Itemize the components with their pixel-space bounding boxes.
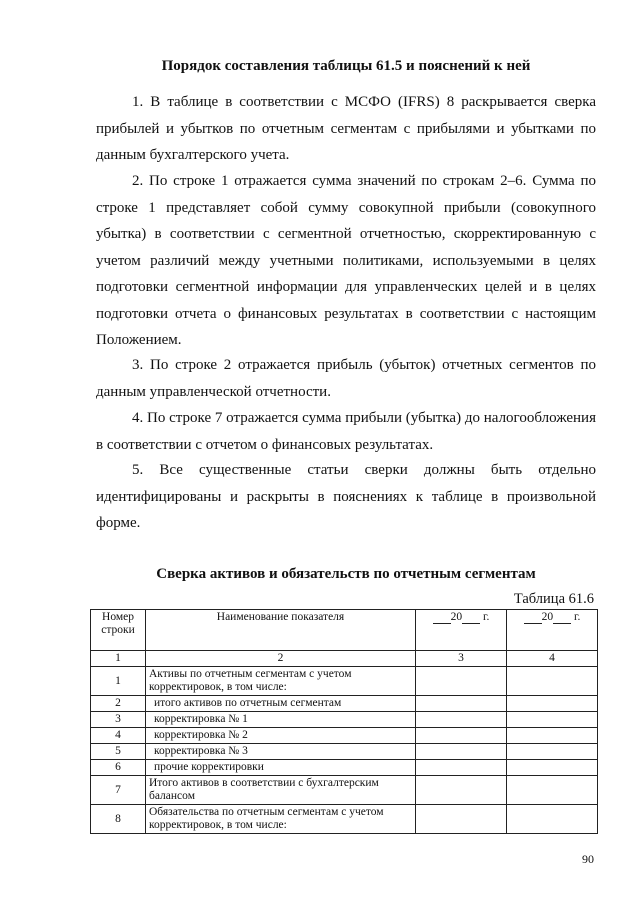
header-indicator-name: Наименование показателя xyxy=(146,610,416,651)
value-cell xyxy=(507,728,598,744)
year-blank-2b xyxy=(553,612,571,624)
column-index: 3 xyxy=(416,651,507,667)
table-caption: Таблица 61.6 xyxy=(513,591,594,607)
value-cell xyxy=(507,696,598,712)
page-number: 90 xyxy=(582,852,594,866)
value-cell xyxy=(416,744,507,760)
row-name: корректировка № 2 xyxy=(146,728,416,744)
section-title-61-5: Порядок составления таблицы 61.5 и пояснений к ней xyxy=(161,58,531,74)
year-blank-1b xyxy=(462,612,480,624)
year-blank-1a xyxy=(433,612,451,624)
header-year-1 xyxy=(416,610,507,651)
value-cell xyxy=(416,667,507,696)
value-cell xyxy=(507,744,598,760)
header-row-number: Номер строки xyxy=(91,610,146,651)
value-cell xyxy=(416,776,507,805)
value-cell xyxy=(416,696,507,712)
value-cell xyxy=(507,776,598,805)
row-number: 7 xyxy=(91,776,146,805)
value-cell xyxy=(416,805,507,834)
row-name: Обязательства по отчетным сегментам с учетом корректировок, в том числе: xyxy=(146,805,416,834)
year-suffix-1: г. xyxy=(483,611,490,623)
row-number: 6 xyxy=(91,760,146,776)
column-index-row xyxy=(91,651,598,667)
value-cell xyxy=(416,728,507,744)
value-cell xyxy=(416,760,507,776)
column-index: 1 xyxy=(91,651,146,667)
year-prefix-1: 20 xyxy=(450,611,463,623)
paragraph-1: 1. В таблице в соответствии с МСФО (IFRS) 8 раскрывается сверка прибылей и убытков по отчетным сегментам с прибылями и убытками по данным бухгалтерского учета. xyxy=(96,94,596,163)
row-name: корректировка № 3 xyxy=(146,744,416,760)
year-blank-2a xyxy=(524,612,542,624)
row-number: 2 xyxy=(91,696,146,712)
row-number: 3 xyxy=(91,712,146,728)
column-index: 4 xyxy=(507,651,598,667)
row-name: корректировка № 1 xyxy=(146,712,416,728)
section-title-reconciliation: Сверка активов и обязательств по отчетным сегментам xyxy=(156,566,536,582)
table-header-row xyxy=(91,610,598,651)
row-name: итого активов по отчетным сегментам xyxy=(146,696,416,712)
value-cell xyxy=(507,805,598,834)
table-row xyxy=(91,728,598,744)
paragraph-5: 5. Все существенные статьи сверки должны быть отдельно идентифицированы и раскрыты в пояснениях к таблице в произвольной форме. xyxy=(96,462,596,531)
column-index: 2 xyxy=(146,651,416,667)
paragraph-2: 2. По строке 1 отражается сумма значений по строкам 2–6. Сумма по строке 1 представляет собой сумму совокупной прибыли (совокупного убытка) в соответствии с сегментной отчетностью, скорректированную с учетом различий между учетными политиками, используемыми в целях подготовки сегментной информации для управленческих целей и в целях подготовки отчета о финансовых результатах в соответствии с настоящим Положением. xyxy=(96,173,596,348)
table-row xyxy=(91,776,598,805)
table-row xyxy=(91,744,598,760)
value-cell xyxy=(507,667,598,696)
row-number: 8 xyxy=(91,805,146,834)
row-number: 5 xyxy=(91,744,146,760)
paragraph-3: 3. По строке 2 отражается прибыль (убыток) отчетных сегментов по данным управленческой отчетности. xyxy=(96,357,596,400)
table-row xyxy=(91,805,598,834)
year-suffix-2: г. xyxy=(574,611,581,623)
header-year-2 xyxy=(507,610,598,651)
table-row xyxy=(91,712,598,728)
row-name: Активы по отчетным сегментам с учетом корректировок, в том числе: xyxy=(146,667,416,696)
year-prefix-2: 20 xyxy=(541,611,554,623)
table-row xyxy=(91,667,598,696)
row-name: Итого активов в соответствии с бухгалтерским балансом xyxy=(146,776,416,805)
table-row xyxy=(91,760,598,776)
value-cell xyxy=(507,760,598,776)
value-cell xyxy=(416,712,507,728)
reconciliation-table xyxy=(90,609,598,834)
row-number: 1 xyxy=(91,667,146,696)
row-name: прочие корректировки xyxy=(146,760,416,776)
row-number: 4 xyxy=(91,728,146,744)
table-row xyxy=(91,696,598,712)
value-cell xyxy=(507,712,598,728)
paragraph-4: 4. По строке 7 отражается сумма прибыли (убытка) до налогообложения в соответствии с отчетом о финансовых результатах. xyxy=(96,410,596,453)
